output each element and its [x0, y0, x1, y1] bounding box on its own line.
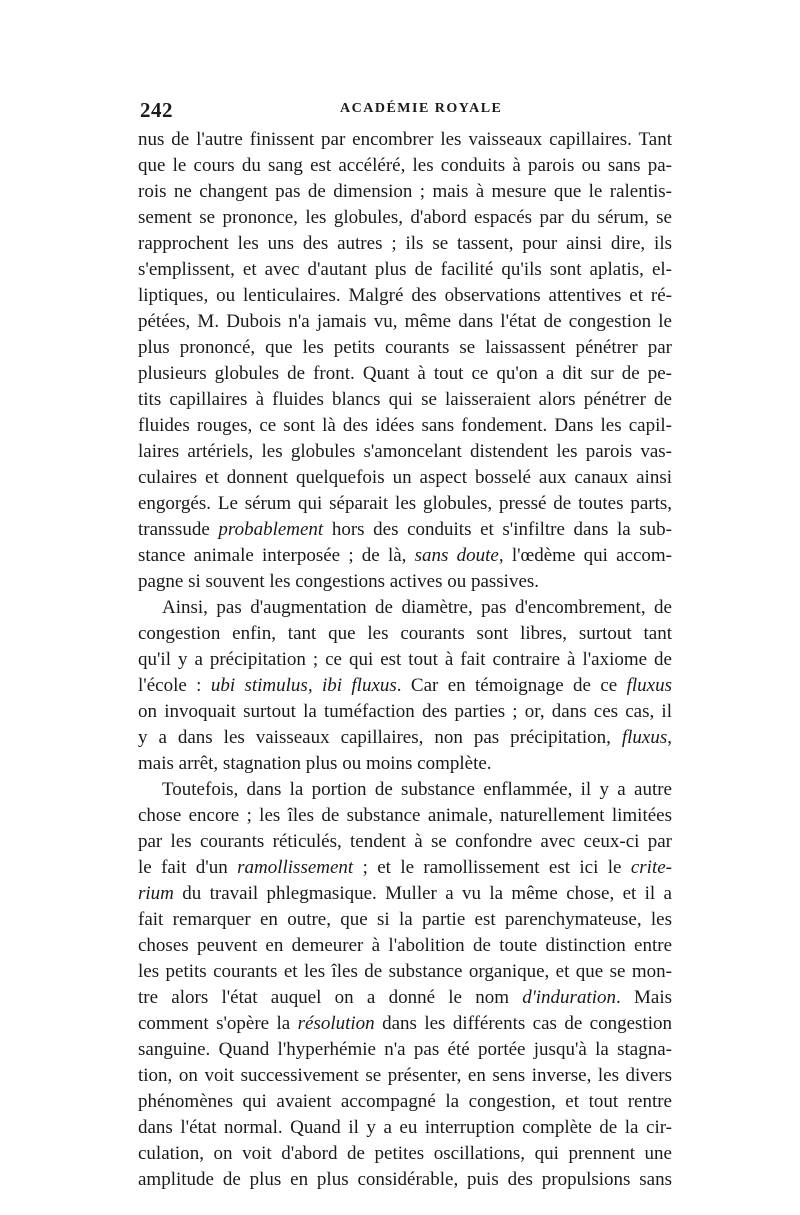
text-line — [138, 855, 672, 881]
line-text: tits capillaires à fluides blancs qui se laisseraient alors pénétrer de — [138, 389, 672, 410]
line-text: mais arrêt, stagnation plus ou moins complète. — [138, 753, 492, 774]
text-line — [138, 179, 672, 205]
line-text: on invoquait surtout la tuméfaction des parties ; or, dans ces cas, il — [138, 701, 672, 722]
italic-text: ramollissement — [237, 857, 354, 878]
line-text: que le cours du sang est accéléré, les conduits à parois ou sans pa- — [138, 155, 672, 176]
line-text: rois ne changent pas de dimension ; mais à mesure que le ralentis- — [138, 181, 672, 202]
page-number: 242 — [140, 98, 173, 122]
line-text: rapprochent les uns des autres ; ils se tassent, pour ainsi dire, ils — [138, 233, 672, 254]
text-line — [138, 465, 672, 491]
text-line — [138, 257, 672, 283]
text-line — [138, 517, 672, 543]
text-line — [138, 283, 672, 309]
line-text: fluides rouges, ce sont là des idées sans fondement. Dans les capil- — [138, 415, 672, 436]
text-line — [138, 803, 672, 829]
line-text: fait remarquer en outre, que si la partie est parenchymateuse, les — [138, 909, 672, 930]
line-text: Toutefois, dans la portion de substance enflammée, il y a autre — [162, 779, 672, 800]
line-text: , — [667, 727, 672, 748]
text-line — [138, 1141, 672, 1167]
text-line — [138, 673, 672, 699]
text-line — [138, 595, 672, 621]
text-line — [138, 725, 672, 751]
line-text: s'emplissent, et avec d'autant plus de facilité qu'ils sont aplatis, el- — [138, 259, 672, 280]
line-text: ; et le ramollissement est ici le — [353, 857, 631, 878]
line-text: nus de l'autre finissent par encombrer les vaisseaux capillaires. Tant — [138, 129, 672, 150]
text-line — [138, 699, 672, 725]
line-text: liptiques, ou lenticulaires. Malgré des observations attentives et ré- — [138, 285, 672, 306]
line-text: les petits courants et les îles de substance organique, et que se mon- — [138, 961, 672, 982]
line-text: sanguine. Quand l'hyperhémie n'a pas été portée jusqu'à la stagna- — [138, 1039, 672, 1060]
line-text: plusieurs globules de front. Quant à tout ce qu'on a dit sur de pe- — [138, 363, 672, 384]
body-text — [138, 127, 672, 1193]
line-text: choses peuvent en demeurer à l'abolition de toute distinction entre — [138, 935, 672, 956]
line-text: culaires et donnent quelquefois un aspect bosselé aux canaux ainsi — [138, 467, 672, 488]
text-line — [138, 127, 672, 153]
text-line — [138, 1063, 672, 1089]
text-line — [138, 751, 672, 777]
line-text: laires artériels, les globules s'amoncelant distendent les parois vas- — [138, 441, 672, 462]
line-text: par les courants réticulés, tendent à se confondre avec ceux-ci par — [138, 831, 672, 852]
text-line — [138, 543, 672, 569]
line-text: chose encore ; les îles de substance animale, naturellement limitées — [138, 805, 672, 826]
line-text: qu'il y a précipitation ; ce qui est tout à fait contraire à l'axiome de — [138, 649, 672, 670]
line-text: tre alors l'état auquel on a donné le nom — [138, 987, 523, 1008]
italic-text: probablement — [218, 519, 324, 540]
line-text: stance animale interposée ; de là, — [138, 545, 415, 566]
line-text: phénomènes qui avaient accompagné la congestion, et tout rentre — [138, 1091, 672, 1112]
text-line — [138, 881, 672, 907]
text-line — [138, 153, 672, 179]
text-line — [138, 231, 672, 257]
line-text: transsude — [138, 519, 219, 540]
text-line — [138, 1089, 672, 1115]
line-text: sement se prononce, les globules, d'abord espacés par du sérum, se — [138, 207, 672, 228]
line-text: amplitude de plus en plus considérable, puis des propulsions sans — [138, 1169, 672, 1190]
running-title: ACADÉMIE ROYALE — [340, 101, 503, 116]
text-line — [138, 621, 672, 647]
italic-text: sans doute — [414, 545, 499, 566]
italic-text: fluxus — [621, 727, 668, 748]
text-line — [138, 413, 672, 439]
text-line — [138, 1037, 672, 1063]
text-line — [138, 985, 672, 1011]
line-text: y a dans les vaisseaux capillaires, non pas précipitation, — [138, 727, 622, 748]
text-line — [138, 491, 672, 517]
running-head — [140, 98, 670, 124]
italic-text: d'induration — [522, 987, 617, 1008]
text-line — [138, 387, 672, 413]
line-text: du travail phlegmasique. Muller a vu la même chose, et il a — [173, 883, 672, 904]
text-line — [138, 361, 672, 387]
text-line — [138, 205, 672, 231]
text-line — [138, 335, 672, 361]
line-text: le fait d'un — [138, 857, 238, 878]
line-text: pétées, M. Dubois n'a jamais vu, même dans l'état de congestion le — [138, 311, 672, 332]
italic-text: ubi stimulus, ibi fluxus — [210, 675, 397, 696]
line-text: Ainsi, pas d'augmentation de diamètre, pas d'encombrement, de — [162, 597, 672, 618]
italic-text: résolution — [297, 1013, 375, 1034]
text-line — [138, 1011, 672, 1037]
text-line — [138, 907, 672, 933]
text-line — [138, 829, 672, 855]
line-text: plus prononcé, que les petits courants se laissassent pénétrer par — [138, 337, 672, 358]
text-line — [138, 1115, 672, 1141]
line-text: congestion enfin, tant que les courants sont libres, surtout tant — [138, 623, 672, 644]
text-line — [138, 569, 672, 595]
text-line — [138, 1167, 672, 1193]
line-text: engorgés. Le sérum qui séparait les globules, pressé de toutes parts, — [138, 493, 672, 514]
line-text: pagne si souvent les congestions actives ou passives. — [138, 571, 540, 592]
text-line — [138, 647, 672, 673]
text-line — [138, 959, 672, 985]
text-line — [138, 439, 672, 465]
line-text: . Mais — [616, 987, 672, 1008]
line-text: dans l'état normal. Quand il y a eu interruption complète de la cir- — [138, 1117, 672, 1138]
line-text: comment s'opère la — [138, 1013, 298, 1034]
text-line — [138, 933, 672, 959]
line-text: tion, on voit successivement se présenter, en sens inverse, les divers — [138, 1065, 672, 1086]
line-text: . Car en témoignage de ce — [396, 675, 627, 696]
line-text: l'école : — [138, 675, 211, 696]
italic-text: rium — [138, 883, 174, 904]
line-text: dans les différents cas de congestion — [374, 1013, 672, 1034]
line-text: hors des conduits et s'infiltre dans la sub- — [323, 519, 672, 540]
line-text: culation, on voit d'abord de petites oscillations, qui prennent une — [138, 1143, 672, 1164]
text-line — [138, 777, 672, 803]
italic-text: crite- — [630, 857, 672, 878]
line-text: , l'œdème qui accom- — [498, 545, 672, 566]
text-line — [138, 309, 672, 335]
italic-text: fluxus — [626, 675, 672, 696]
